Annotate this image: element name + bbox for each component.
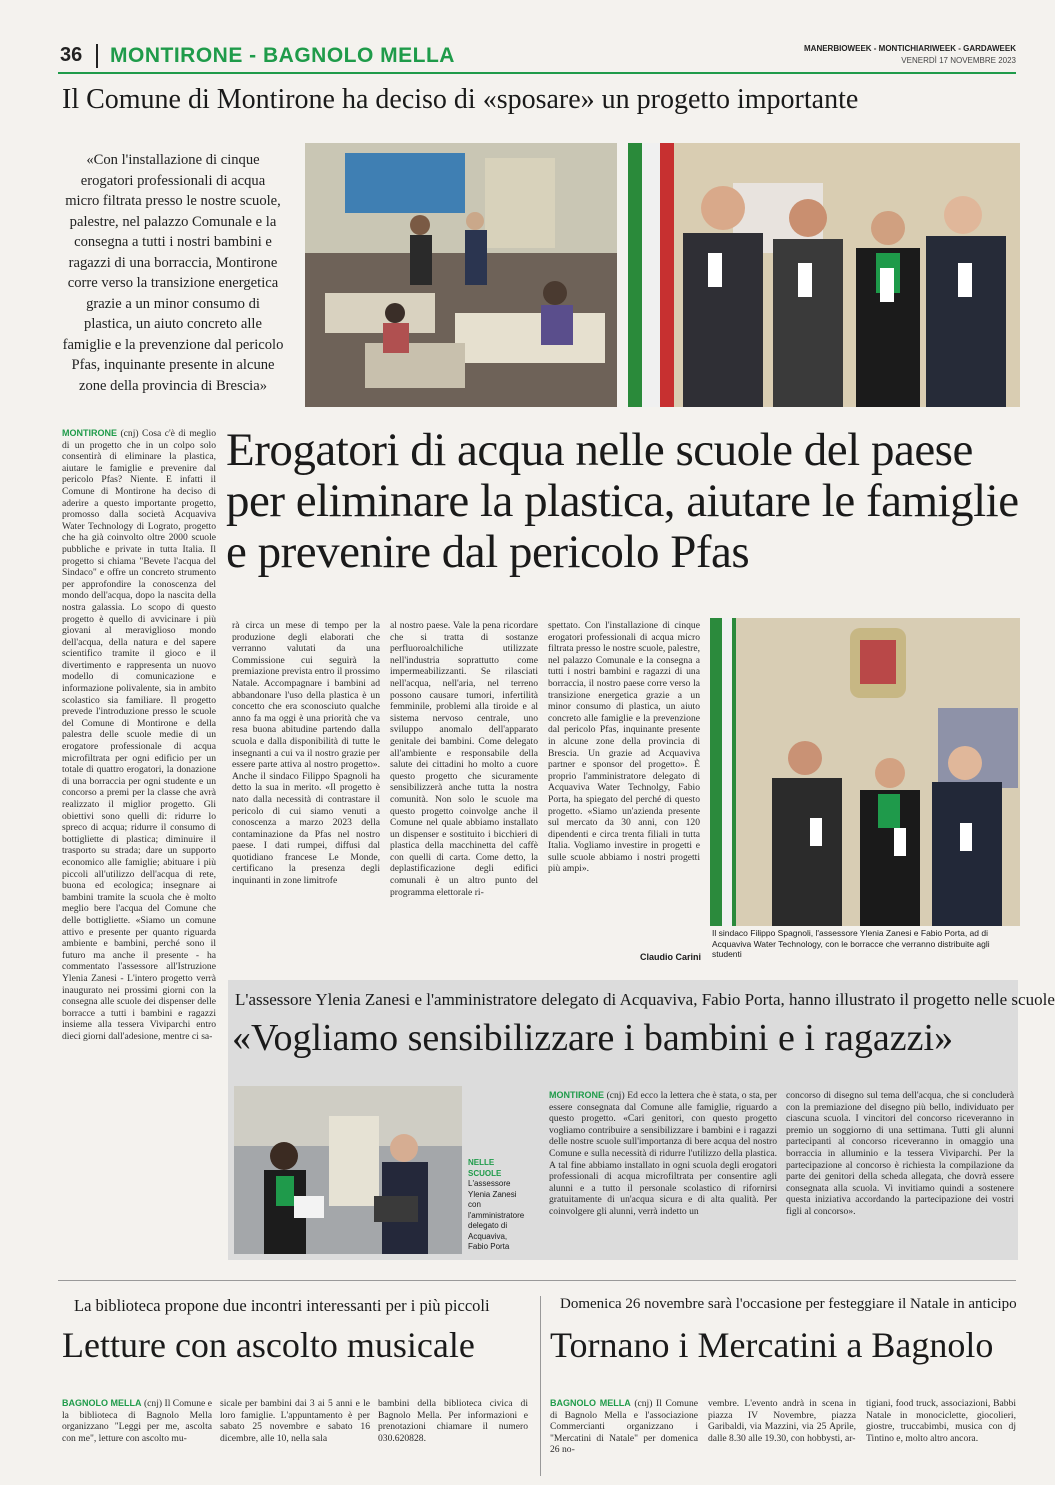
library-kicker: La biblioteca propone due incontri interessanti per i più piccoli xyxy=(74,1296,490,1315)
trio-photo xyxy=(710,618,1020,926)
caption-text: L'assessore Ylenia Zanesi con l'amministratore delegato di Acquaviva, Fabio Porta xyxy=(468,1179,525,1251)
location-tag: BAGNOLO MELLA xyxy=(62,1398,142,1408)
library-column-3: bambini della biblioteca civica di Bagnolo Mella. Per informazioni e prenotazioni chiamare il numero 030.620828. xyxy=(378,1398,528,1444)
caption-tag: NELLE SCUOLE xyxy=(468,1158,502,1178)
interview-kicker: L'assessore Ylenia Zanesi e l'amministratore delegato di Acquaviva, Fabio Porta, hanno illustrato il progetto nelle scuole xyxy=(235,990,1055,1009)
location-tag: MONTIRONE xyxy=(62,428,117,438)
markets-column-3: tigiani, food truck, associazioni, Babbi Natale in monociclette, giocolieri, giostre, truccabimbi, musica con dj Tintino e, molto altro ancora. xyxy=(866,1398,1016,1444)
issue-date: VENERDÌ 17 NOVEMBRE 2023 xyxy=(901,56,1016,65)
library-text: (cnj) Il Comune e la biblioteca di Bagnolo Mella organizzano "Leggi per me, ascolta con me", letture con ascolto mu- xyxy=(62,1398,212,1444)
markets-kicker: Domenica 26 novembre sarà l'occasione per festeggiare il Natale in anticipo xyxy=(560,1296,1017,1312)
location-tag: BAGNOLO MELLA xyxy=(550,1398,631,1408)
group-photo xyxy=(628,143,1020,407)
markets-headline: Tornano i Mercatini a Bagnolo xyxy=(550,1325,994,1365)
header-rule xyxy=(58,72,1016,74)
page-number: 36 xyxy=(60,44,83,66)
library-column-1 xyxy=(62,1398,212,1468)
interview-text: (cnj) Ed ecco la lettera che è stata, o sta, per essere consegnata dal Comune alle famiglie, riguardo a questo progetto. «Cari genitori, con questo progetto vogliamo contribuire a sensibilizzare i bambini e i ragazzi delle nostre scuole sull'importanza di bere acqua del nostro Comune e sulla necessità di ridurre l'utilizzo della plastica. A tal fine abbiamo installato in ogni scuola degli erogatori professionali di acqua microfiltrata per consentire agli alunni e a tutto il personale scolastico di rifornirsi gratuitamente di un'acqua sicura e di alta qualità. Per coinvolgere gli alunni, verrà indetto un xyxy=(549,1090,777,1217)
main-headline: Erogatori di acqua nelle scuole del paese per eliminare la plastica, aiutare le famiglie e prevenire dal pericolo Pfas xyxy=(226,424,1019,578)
article-column-4: spettato. Con l'installazione di cinque erogatori professionali di acqua micro filtrata presso le nostre scuole, palestre, nel palazzo Comunale e la consegna a tutti i nostri bambini e ragazzi di una borraccia, il nostro paese corre verso la transizione energetica grazie a un minor consumo di plastica, un aiuto concreto alle famiglie e la prevenzione dal pericolo Pfas, inquinante presente in alcune zone della provincia di Brescia. Un grazie ad Acquaviva partner e sponsor del progetto». È proprio l'amministratore delegato di Acquaviva Water Technolgy, Fabio Porta, ha spiegato del perché di questo progetto. «Siamo un'azienda presente sul mercato da 30 anni, con 120 dipendenti e circa trenta filiali in tutta Italia. Vogliamo investire in progetti e sulle scuole abbiamo i nostri progetti più ampi». xyxy=(548,620,700,875)
header-divider xyxy=(96,44,98,68)
library-headline: Letture con ascolto musicale xyxy=(62,1325,475,1365)
article-column-3: al nostro paese. Vale la pena ricordare che si tratta di sostanze perfluoroalchiliche utilizzate nell'industria soprattutto come impermeabilizzanti. Se rilasciati nell'acqua, nell'aria, nel terreno possono causare tumori, infertilità femminile, problemi alla tiroide e al sistema nervoso centrale, uno sviluppo anomalo dell'apparato genitale dei bambini. Come delegato all'ambiente e responsabile della salute dei cittadini ho molto a cuore questo progetto che sicuramente sensibilizzerà anche tutta la nostra comunità. Non solo le scuole ma questo progetto coinvolge anche il Comune nel quale abbiamo installato un dispenser e sostituito i bicchieri di plastica della macchinetta del caffè con quelli di carta. Come detto, la deplastificazione degli edifici comunali è un altro punto del programma elettorale ri- xyxy=(390,620,538,898)
article-column-2: rà circa un mese di tempo per la produzione degli elaborati che verranno valutati da una Commissione cui seguirà la premiazione prevista entro il prossimo Natale. Accompagnare i bambini ad abbandonare l'uso della plastica è un concetto che era sconosciuto qualche anno fa ma oggi è una priorità che va resa buona abitudine partendo dalla scuola e dalla disponibilità di tutte le insegnanti a cui va il nostro grazie per essere parte attiva al nostro progetto». Anche il sindaco Filippo Spagnoli ha detto la sua in merito. «Il progetto è nato dalla necessità di contrastare il pericolo di cui siamo venuti a conoscenza a marzo 2023 della contaminazione da Pfas nel nostro paese. I dati rumpei, diffusi dal quotidiano francese Le Monde, certificano la presenza degli inquinanti in zone limitrofe xyxy=(232,620,380,887)
markets-column-2: vembre. L'evento andrà in scena in piazza IV Novembre, piazza Garibaldi, via Mazzini, via 25 Aprile, dalle 8.30 alle 19.30, con hobbysti, ar- xyxy=(708,1398,856,1444)
trio-photo-caption: Il sindaco Filippo Spagnoli, l'assessore Ylenia Zanesi e Fabio Porta, ad di Acquaviva Water Technology, con le borracce che verranno distribuite agli studenti xyxy=(712,928,990,959)
classroom-photo xyxy=(305,143,617,407)
section-title: MONTIRONE - BAGNOLO MELLA xyxy=(110,44,455,67)
article-signature: Claudio Carini xyxy=(640,952,702,962)
masthead: MANERBIOWEEK - MONTICHIARIWEEK - GARDAWEEK xyxy=(804,44,1016,53)
interview-column-1 xyxy=(549,1090,777,1250)
interview-headline: «Vogliamo sensibilizzare i bambini e i ragazzi» xyxy=(232,1017,954,1059)
interview-photo-caption xyxy=(468,1158,524,1253)
column-divider xyxy=(540,1296,541,1476)
article-text: (cnj) Cosa c'è di meglio di un progetto che in un colpo solo consentirà di eliminare la plastica, aiutare le famiglie e prevenire dal pericolo Pfas? Niente. E infatti il Comune di Montirone ha deciso di aderire a questo importante progetto, promosso dalla società Acquaviva Water Technology di Lograto, progetto che ha già coinvolto oltre 2000 scuole pubbliche e private in tutta Italia. Il progetto si chiama "Bevete l'acqua del Sindaco" e offre un concreto strumento per approfondire la conoscenza del mondo dell'acqua, dopo la nascita della nostra galassia. Lo scopo di questo progetto è quello di avvicinare i più giovani al meraviglioso mondo dell'acqua, della natura e del sapere scientifico tramite il gioco e il divertimento e rappresenta un nuovo modello di comunicazione e informazione polivalente, sia in ambito scolastico sia familiare. Il progetto prevede l'introduzione presso le scuole del Comune di Montirone e della palestra delle scuole medie di un erogatore professionale di acqua microfiltrata per ogni edificio per un totale di quattro erogatori, la donazione di una borraccia per ogni studente e un concorso a premi per la classe che avrà realizzato il miglior progetto. Gli obiettivi sono quelli di: ridurre lo spreco di acqua; ridurre il consumo di bottigliette di plastica; diminuire il trasporto su strada; dare un supporto economico alle famiglie; abituare i più piccoli all'utilizzo dell'acqua di rete, buona ed ecologica; insegnare ai bambini tramite la scuola che è molto meglio bere l'acqua del Comune che delle bottigliette. «Siamo un comune attivo e presente per quanto riguarda ambiente e bambini, perché sono il futuro ma anche il presente - ha commentato l'assessore all'Istruzione Ylenia Zanesi - L'intero progetto verrà inaugurato nei prossimi giorni con la consegna alle scuole dei dispenser delle borracce a tutti i bambini e ragazzi insieme alla tessera Viviparchi entro dieci giorni dall'adesione, mentre ci sa- xyxy=(62,428,216,1042)
library-column-2: sicale per bambini dai 3 ai 5 anni e le loro famiglie. L'appuntamento è per sabato 25 novembre e sabato 16 dicembre, alle 10, nella sala xyxy=(220,1398,370,1444)
interview-photo xyxy=(234,1086,462,1254)
top-kicker: Il Comune di Montirone ha deciso di «sposare» un progetto importante xyxy=(62,84,859,115)
location-tag: MONTIRONE xyxy=(549,1090,604,1100)
article-column-1 xyxy=(62,428,216,1042)
markets-column-1 xyxy=(550,1398,698,1468)
intro-quote: «Con l'installazione di cinque erogatori professionali di acqua micro filtrata presso le nostre scuole, palestre, nel palazzo Comunale e la consegna a tutti i nostri bambini e ragazzi di una borraccia, Montirone corre verso la transizione energetica grazie a un minor consumo di plastica, un aiuto concreto alle famiglie e la prevenzione dal pericolo Pfas, inquinante presente in alcune zone della provincia di Brescia» xyxy=(62,152,284,394)
interview-column-2: concorso di disegno sul tema dell'acqua, che si concluderà con la premiazione del disegno più bello, individuato per ciascuna scuola. I vincitori del concorso riceveranno in premio un soggiorno di una settimana. Tutti gli alunni partecipanti al concorso riceveranno in omaggio una borraccia in alluminio e la tessera Viviparchi. Per la partecipazione al concorso è richiesta la compilazione da parte dei genitori della scheda allegata, che dovrà essere consegnata alla scuola. Vi invitiamo quindi a sostenere questa iniziativa accordando la partecipazione dei vostri figli al concorso». xyxy=(786,1090,1014,1217)
markets-text: (cnj) Il Comune di Bagnolo Mella e l'associazione Commercianti organizzano i "Mercatini di Natale" per domenica 26 no- xyxy=(550,1398,698,1456)
section-rule xyxy=(58,1280,1016,1281)
